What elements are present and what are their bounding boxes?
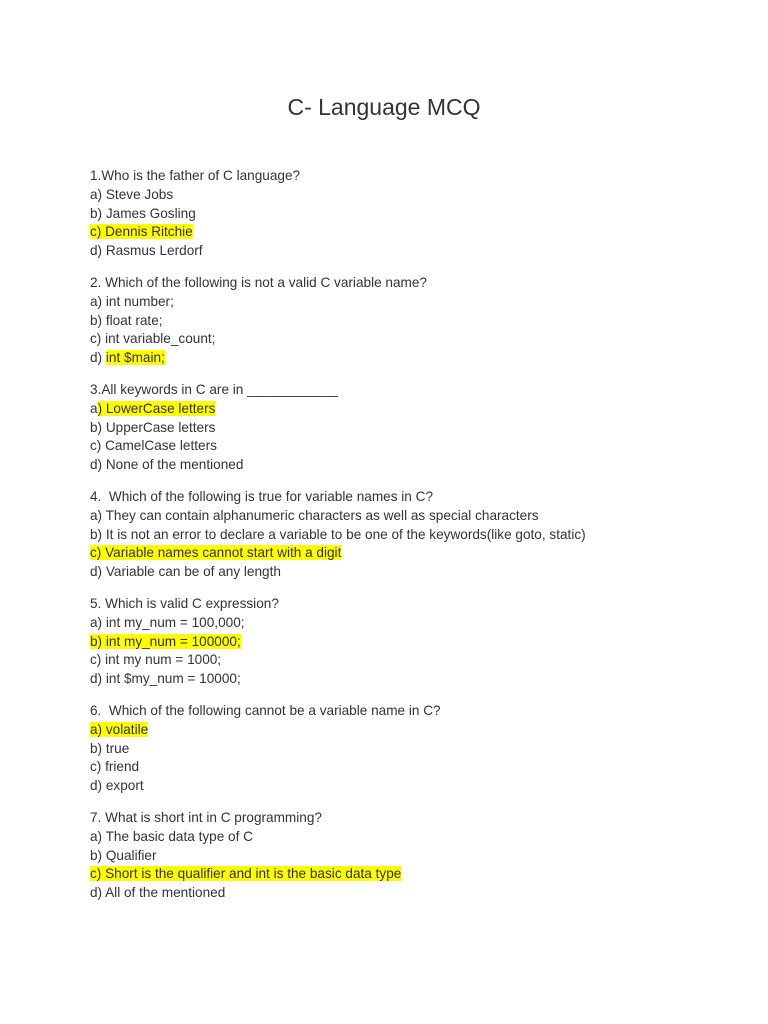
question-block: [90, 274, 730, 368]
answer-option: [90, 651, 730, 670]
option-text: d) Rasmus Lerdorf: [90, 243, 203, 259]
answer-option: [90, 293, 730, 312]
answer-option: [90, 758, 730, 777]
answer-option-correct: [90, 400, 730, 419]
option-text: b) James Gosling: [90, 205, 196, 221]
question-text: 1.Who is the father of C language?: [90, 168, 301, 183]
option-text: b) int my_num = 100000;: [90, 633, 241, 649]
answer-option: [90, 828, 730, 847]
answer-option: [90, 847, 730, 866]
question-list: [90, 167, 730, 916]
option-text: a) int my_num = 100,000;: [90, 614, 245, 630]
option-text: b) UpperCase letters: [90, 419, 216, 435]
option-text: b) true: [90, 740, 130, 756]
answer-option: [90, 884, 730, 903]
question-text: 6. Which of the following cannot be a variable name in C?: [90, 702, 441, 718]
option-text: c) Variable names cannot start with a digit: [90, 545, 342, 561]
question-text: 4. Which of the following is true for variable names in C?: [90, 488, 434, 504]
option-text: c) Dennis Ritchie: [90, 224, 193, 240]
option-text: c) Short is the qualifier and int is the basic data type: [90, 866, 402, 882]
option-text: d) int $my_num = 10000;: [90, 671, 241, 687]
option-text: c) CamelCase letters: [90, 438, 217, 454]
answer-option-correct: [90, 349, 730, 368]
question-block: [90, 488, 730, 582]
option-text: a) Steve Jobs: [90, 186, 174, 202]
question-text: 2. Which of the following is not a valid C variable name?: [90, 274, 427, 290]
answer-option-correct: [90, 633, 730, 652]
option-text: a) They can contain alphanumeric characters as well as special characters: [90, 507, 539, 523]
answer-option: [90, 526, 730, 545]
question-block: [90, 809, 730, 903]
option-text: d) All of the mentioned: [90, 885, 226, 901]
answer-option: [90, 563, 730, 582]
answer-option: [90, 777, 730, 796]
answer-option: [90, 419, 730, 438]
answer-option: [90, 614, 730, 633]
page-title: C- Language MCQ: [287, 94, 481, 120]
answer-option: [90, 740, 730, 759]
option-text: d) Variable can be of any length: [90, 564, 281, 580]
option-text: c) int variable_count;: [90, 331, 216, 347]
answer-option-correct: [90, 865, 730, 884]
answer-option: [90, 186, 730, 205]
answer-option-correct: [90, 544, 730, 563]
option-text: d) None of the mentioned: [90, 457, 244, 473]
answer-option: [90, 312, 730, 331]
question-text: 3.All keywords in C are in ____________: [90, 381, 338, 397]
option-text: c) friend: [90, 759, 140, 775]
option-text: b) float rate;: [90, 312, 163, 328]
answer-option: [90, 242, 730, 261]
option-text: a) The basic data type of C: [90, 828, 253, 844]
answer-option: [90, 330, 730, 349]
answer-option: [90, 507, 730, 526]
answer-option: [90, 456, 730, 475]
answer-option: [90, 670, 730, 689]
option-text: int $main;: [105, 350, 165, 366]
option-text: ) LowerCase letters: [97, 400, 216, 416]
question-block: [90, 167, 730, 261]
answer-option-correct: [90, 223, 730, 242]
option-text: b) Qualifier: [90, 847, 157, 863]
question-block: [90, 381, 730, 475]
question-block: [90, 595, 730, 689]
option-label: d): [90, 350, 106, 366]
option-label: a: [90, 400, 98, 416]
question-block: [90, 702, 730, 796]
option-text: a) volatile: [90, 721, 149, 737]
answer-option-correct: [90, 721, 730, 740]
option-text: c) int my num = 1000;: [90, 652, 222, 668]
option-text: a) int number;: [90, 293, 174, 309]
question-text: 5. Which is valid C expression?: [90, 595, 279, 611]
answer-option: [90, 205, 730, 224]
answer-option: [90, 437, 730, 456]
option-text: b) It is not an error to declare a variable to be one of the keywords(like goto, static): [90, 526, 586, 542]
option-text: d) export: [90, 778, 144, 794]
question-text: 7. What is short int in C programming?: [90, 809, 322, 825]
